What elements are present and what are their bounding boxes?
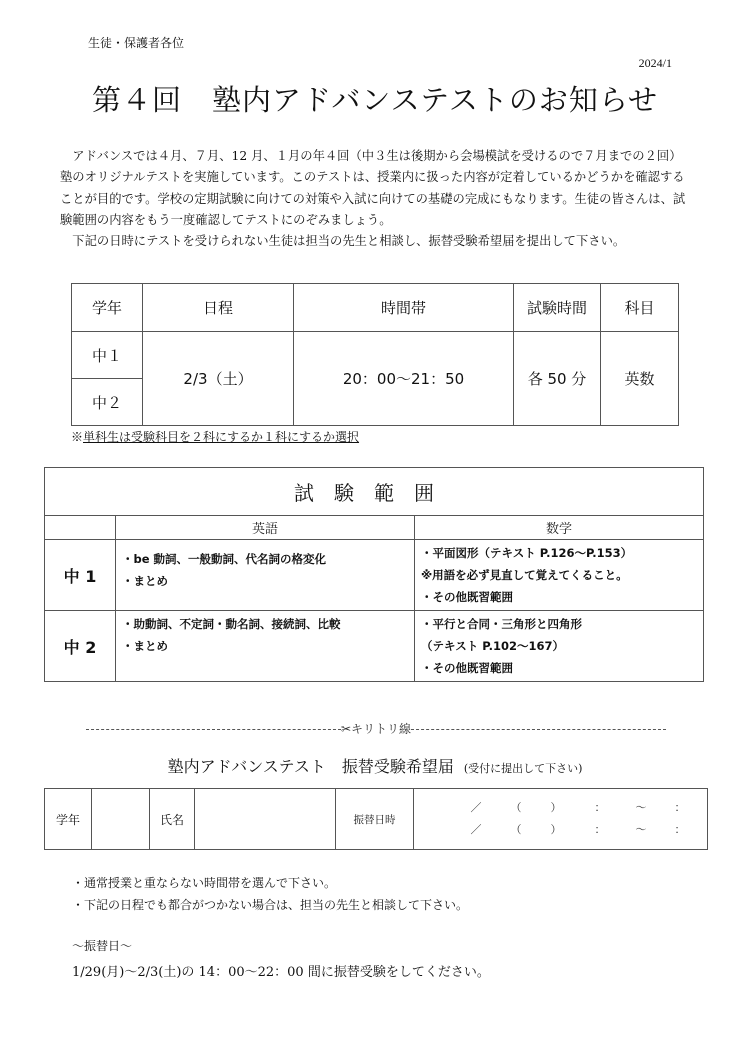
instructions [72,872,468,916]
duration-cell: 各 50 分 [514,332,601,426]
subjects-cell: 英数 [601,332,679,426]
intro-text [60,146,692,252]
dashed-line [86,729,341,730]
header-math: 数学 [415,516,704,540]
form-subtitle: (受付に提出して下さい) [463,762,583,775]
time-cell: 20：00〜21：50 [294,332,514,426]
range-item: ・平面図形（テキスト P.126〜P.153） [421,546,633,560]
makeup-days-text: 1/29(月)〜2/3(土)の 14：00〜22：00 間に振替受験をしてください。 [72,965,490,980]
schedule-row [72,332,679,379]
range-grade: 中 2 [45,611,116,682]
math-range [415,611,704,682]
range-item: ・その他既習範囲 [421,661,513,675]
page-title: 第４回 塾内アドバンステストのお知らせ [92,83,658,117]
dashed-line [411,729,666,730]
range-item: ・助動詞、不定詞・動名詞、接続詞、比較 [122,617,341,631]
scissors-cut-label: ✂キリトリ線 [340,722,412,736]
cut-line [76,720,676,737]
header-english: 英語 [116,516,415,540]
form-title: 塾内アドバンステスト 振替受験希望届 [167,757,454,776]
range-item: ・まとめ [122,574,168,588]
header-grade: 学年 [72,284,143,332]
datetime-slot[interactable]: ／ （ ） ： 〜 ： [470,801,686,814]
schedule-note [71,428,359,445]
grade-label: 学年 [45,789,92,850]
header-subjects: 科目 [601,284,679,332]
schedule-table [71,283,679,426]
addressee: 生徒・保護者各位 [88,36,185,50]
range-item: ・be 動詞、一般動詞、代名詞の格変化 [122,552,327,566]
issue-date: 2024/1 [638,56,672,70]
header-date: 日程 [143,284,294,332]
instruction-item: ・通常授業と重ならない時間帯を選んで下さい。 [72,876,337,890]
range-item: ・平行と合同・三角形と四角形 [421,617,582,631]
note-mark: ※ [71,430,84,444]
math-range [415,540,704,611]
range-item: ・まとめ [122,639,168,653]
date-cell: 2/3（土） [143,332,294,426]
exam-range-header-row [45,516,704,540]
english-range [116,540,415,611]
range-item: ・その他既習範囲 [421,590,513,604]
header-duration: 試験時間 [514,284,601,332]
grade-cell: 中２ [72,379,143,426]
exam-range-title: 試験範囲 [45,468,704,516]
name-field[interactable] [195,789,336,850]
intro-paragraph: 下記の日時にテストを受けられない生徒は担当の先生と相談し、振替受験希望届を提出して下さい。 [72,234,626,249]
datetime-field[interactable] [414,789,708,850]
grade-cell: 中１ [72,332,143,379]
instruction-item: ・下記の日程でも都合がつかない場合は、担当の先生と相談して下さい。 [72,898,469,912]
grade-field[interactable] [92,789,150,850]
name-label: 氏名 [150,789,195,850]
header-time: 時間帯 [294,284,514,332]
blank-header [45,516,116,540]
makeup-request-form [44,788,708,850]
exam-range-row [45,611,704,682]
intro-paragraph: アドバンスでは４月、７月、12 月、１月の年４回（中３生は後期から会場模試を受けるので７月までの２回）塾のオリジナルテストを実施しています。このテストは、授業内に扱った内容が定着しているかどうかを確認することが目的です。学校の定期試験に向けての対策や入試に向けての基礎の完成にもなります。生徒の皆さんは、試験範囲の内容をもう一度確認してテストにのぞみましょう。 [60,149,686,227]
datetime-label: 振替日時 [336,789,414,850]
exam-range-table [44,467,704,682]
schedule-header-row [72,284,679,332]
exam-range-row [45,540,704,611]
range-grade: 中 1 [45,540,116,611]
english-range [116,611,415,682]
makeup-days-heading: 〜振替日〜 [72,939,133,953]
range-item: （テキスト P.102〜167） [421,639,564,653]
form-title-row [0,754,750,777]
note-text: 単科生は受験科目を２科にするか１科にするか選択 [83,430,360,444]
datetime-slot[interactable]: ／ （ ） ： 〜 ： [470,823,686,836]
range-item: ※用語を必ず見直して覚えてくること。 [421,568,628,582]
